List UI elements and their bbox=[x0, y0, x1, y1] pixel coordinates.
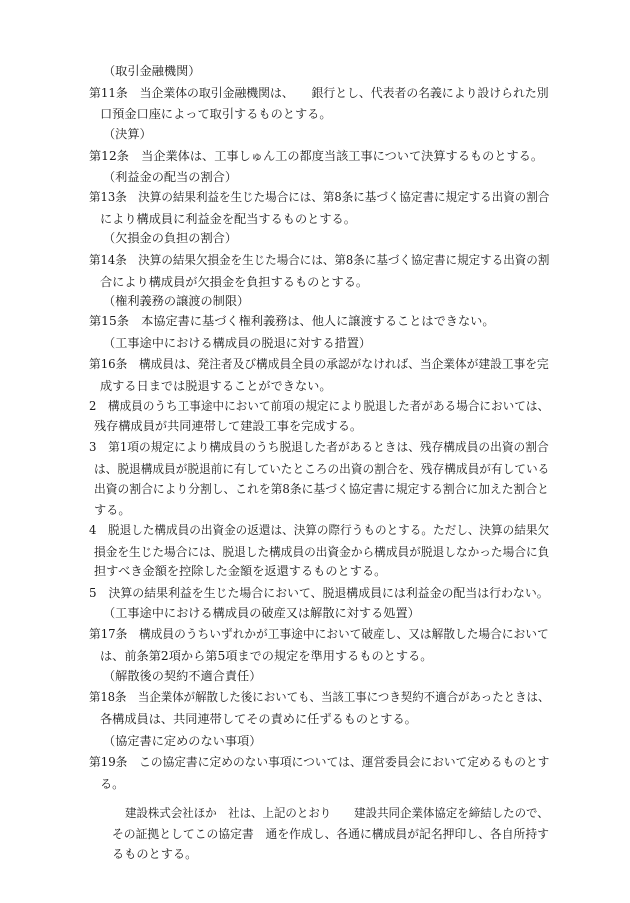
text-line: 2 構成員のうち工事途中において前項の規定により脱退した者がある場合においては、 bbox=[89, 398, 550, 413]
text-line: 第14条 決算の結果欠損金を生じた場合には、第8条に基づく協定書に規定する出資の割 bbox=[89, 252, 550, 267]
text-line: （利益金の配当の割合） bbox=[103, 170, 238, 185]
text-line: 担すべき金額を控除した金額を返還するものとする。 bbox=[94, 564, 387, 579]
text-line: 第12条 当企業体は、工事しゅん工の都度当該工事について決算するものとする。 bbox=[89, 148, 544, 163]
text-line: （欠損金の負担の割合） bbox=[103, 231, 238, 246]
text-line: により構成員に利益金を配当するものとする。 bbox=[100, 211, 356, 226]
text-line: 第19条 この協定書に定めのない事項については、運営委員会において定めるものとす bbox=[89, 755, 550, 770]
text-line: 出資の割合により分割し、これを第8条に基づく協定書に規定する割合に加えた割合と bbox=[94, 481, 549, 496]
text-line: 建設株式会社ほか 社は、上記のとおり 建設共同企業体協定を締結したので、 bbox=[125, 805, 549, 820]
text-line: 4 脱退した構成員の出資金の返還は、決算の際行うものとする。ただし、決算の結果欠 bbox=[89, 522, 550, 537]
text-line: 残存構成員が共同連帯して建設工事を完成する。 bbox=[94, 418, 363, 433]
text-line: その証拠としてこの協定書 通を作成し、各通に構成員が記名押印し、各自所持す bbox=[112, 827, 549, 842]
text-line: （協定書に定めのない事項） bbox=[103, 733, 262, 748]
text-line: 成する日までは脱退することができない。 bbox=[100, 378, 332, 393]
text-line: 3 第1項の規定により構成員のうち脱退した者があるときは、残存構成員の出資の割合 bbox=[89, 440, 549, 455]
text-line: （決算） bbox=[103, 126, 152, 141]
text-line: （権利義務の譲渡の制限） bbox=[103, 294, 250, 309]
text-line: る。 bbox=[100, 776, 125, 791]
text-line: 第15条 本協定書に基づく権利義務は、他人に譲渡することはできない。 bbox=[89, 314, 495, 329]
text-line: （工事途中における構成員の脱退に対する措置） bbox=[103, 335, 372, 350]
text-line: 損金を生じた場合には、脱退した構成員の出資金から構成員が脱退しなかった場合に負 bbox=[94, 544, 550, 559]
text-line: るものとする。 bbox=[112, 846, 198, 861]
text-line: 第18条 当企業体が解散した後においても、当該工事につき契約不適合があったときは、 bbox=[89, 690, 550, 705]
text-line: （取引金融機関） bbox=[103, 63, 201, 78]
text-line: （工事途中における構成員の破産又は解散に対する処置） bbox=[103, 605, 420, 620]
text-line: 第11条 当企業体の取引金融機関は、 銀行とし、代表者の名義により設けられた別 bbox=[89, 85, 549, 100]
text-line: 各構成員は、共同連帯してその責めに任ずるものとする。 bbox=[100, 711, 417, 726]
text-line: は、前条第2項から第5項までの規定を準用するものとする。 bbox=[100, 648, 433, 663]
text-line: 5 決算の結果利益を生じた場合において、脱退構成員には利益金の配当は行わない。 bbox=[89, 585, 549, 600]
text-line: は、脱退構成員が脱退前に有していたところの出資の割合を、残存構成員が有している bbox=[94, 461, 550, 476]
text-line: 第13条 決算の結果利益を生じた場合には、第8条に基づく協定書に規定する出資の割合 bbox=[89, 189, 550, 204]
text-line: （解散後の契約不適合責任） bbox=[103, 668, 262, 683]
text-line: する。 bbox=[94, 503, 131, 518]
text-line: 合により構成員が欠損金を負担するものとする。 bbox=[100, 274, 369, 289]
text-line: 口預金口座によって取引するものとする。 bbox=[100, 107, 332, 122]
text-line: 第16条 構成員は、発注者及び構成員全員の承認がなければ、当企業体が建設工事を完 bbox=[89, 357, 549, 372]
text-line: 第17条 構成員のうちいずれかが工事途中において破産し、又は解散した場合において bbox=[89, 627, 549, 642]
